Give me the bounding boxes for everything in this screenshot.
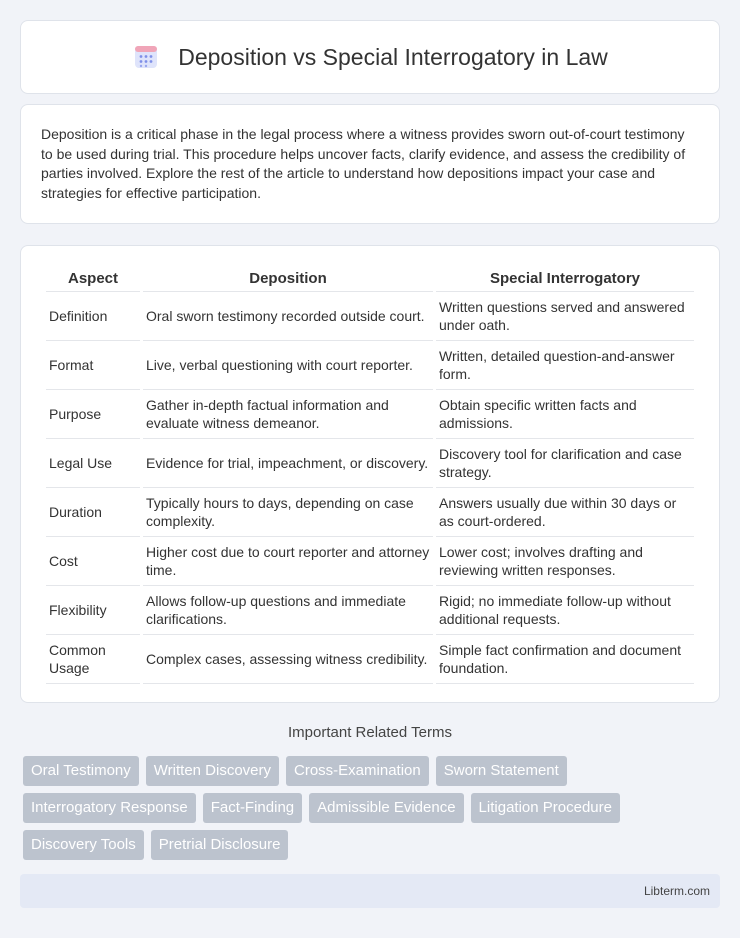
footer-site-link[interactable]: Libterm.com	[643, 884, 710, 898]
intro-card	[20, 104, 720, 224]
related-term-tag[interactable]: Sworn Statement	[436, 756, 567, 786]
related-term-tag[interactable]: Fact-Finding	[203, 793, 302, 823]
aspect-cell: Cost	[46, 537, 140, 586]
related-terms-list	[23, 756, 723, 860]
deposition-cell: Typically hours to days, depending on case complexity.	[143, 488, 433, 537]
interrogatory-cell: Simple fact confirmation and document foundation.	[436, 635, 694, 684]
table-row	[46, 341, 694, 390]
related-term-tag[interactable]: Litigation Procedure	[471, 793, 620, 823]
footer	[20, 874, 720, 908]
related-term-tag[interactable]: Admissible Evidence	[309, 793, 463, 823]
interrogatory-cell: Written questions served and answered under oath.	[436, 292, 694, 341]
interrogatory-cell: Obtain specific written facts and admissions.	[436, 390, 694, 439]
comparison-table	[43, 266, 697, 684]
aspect-cell: Definition	[46, 292, 140, 341]
table-row	[46, 537, 694, 586]
column-header-interrogatory: Special Interrogatory	[436, 266, 694, 292]
aspect-cell: Format	[46, 341, 140, 390]
intro-paragraph: Deposition is a critical phase in the legal process where a witness provides sworn out-of-court testimony to be used during trial. This procedure helps uncover facts, clarify evidence, and assess the credibility of parties involved. Explore the rest of the article to understand how depositions impact your case and strategies for effective participation.	[41, 126, 686, 201]
page-title: Deposition vs Special Interrogatory in Law	[178, 43, 608, 70]
table-row	[46, 586, 694, 635]
table-row	[46, 635, 694, 684]
interrogatory-cell: Rigid; no immediate follow-up without additional requests.	[436, 586, 694, 635]
interrogatory-cell: Discovery tool for clarification and case strategy.	[436, 439, 694, 488]
related-term-tag[interactable]: Cross-Examination	[286, 756, 429, 786]
column-header-deposition: Deposition	[143, 266, 433, 292]
comparison-table-card	[20, 245, 720, 703]
deposition-cell: Oral sworn testimony recorded outside court.	[143, 292, 433, 341]
aspect-cell: Flexibility	[46, 586, 140, 635]
header	[132, 43, 608, 71]
aspect-cell: Duration	[46, 488, 140, 537]
deposition-cell: Gather in-depth factual information and evaluate witness demeanor.	[143, 390, 433, 439]
deposition-cell: Evidence for trial, impeachment, or discovery.	[143, 439, 433, 488]
table-row	[46, 488, 694, 537]
interrogatory-cell: Lower cost; involves drafting and reviewing written responses.	[436, 537, 694, 586]
deposition-cell: Live, verbal questioning with court reporter.	[143, 341, 433, 390]
deposition-cell: Allows follow-up questions and immediate clarifications.	[143, 586, 433, 635]
deposition-cell: Higher cost due to court reporter and attorney time.	[143, 537, 433, 586]
related-term-tag[interactable]: Oral Testimony	[23, 756, 139, 786]
aspect-cell: Purpose	[46, 390, 140, 439]
related-term-tag[interactable]: Written Discovery	[146, 756, 279, 786]
document-list-icon	[132, 43, 160, 71]
table-header-row	[46, 266, 694, 292]
column-header-aspect: Aspect	[46, 266, 140, 292]
related-term-tag[interactable]: Interrogatory Response	[23, 793, 196, 823]
table-row	[46, 390, 694, 439]
aspect-cell: Legal Use	[46, 439, 140, 488]
interrogatory-cell: Written, detailed question-and-answer form.	[436, 341, 694, 390]
aspect-cell: Common Usage	[46, 635, 140, 684]
interrogatory-cell: Answers usually due within 30 days or as court-ordered.	[436, 488, 694, 537]
related-terms-title: Important Related Terms	[288, 724, 452, 741]
deposition-cell: Complex cases, assessing witness credibility.	[143, 635, 433, 684]
table-row	[46, 439, 694, 488]
related-term-tag[interactable]: Pretrial Disclosure	[151, 830, 289, 860]
table-row	[46, 292, 694, 341]
header-card	[20, 20, 720, 94]
related-term-tag[interactable]: Discovery Tools	[23, 830, 144, 860]
